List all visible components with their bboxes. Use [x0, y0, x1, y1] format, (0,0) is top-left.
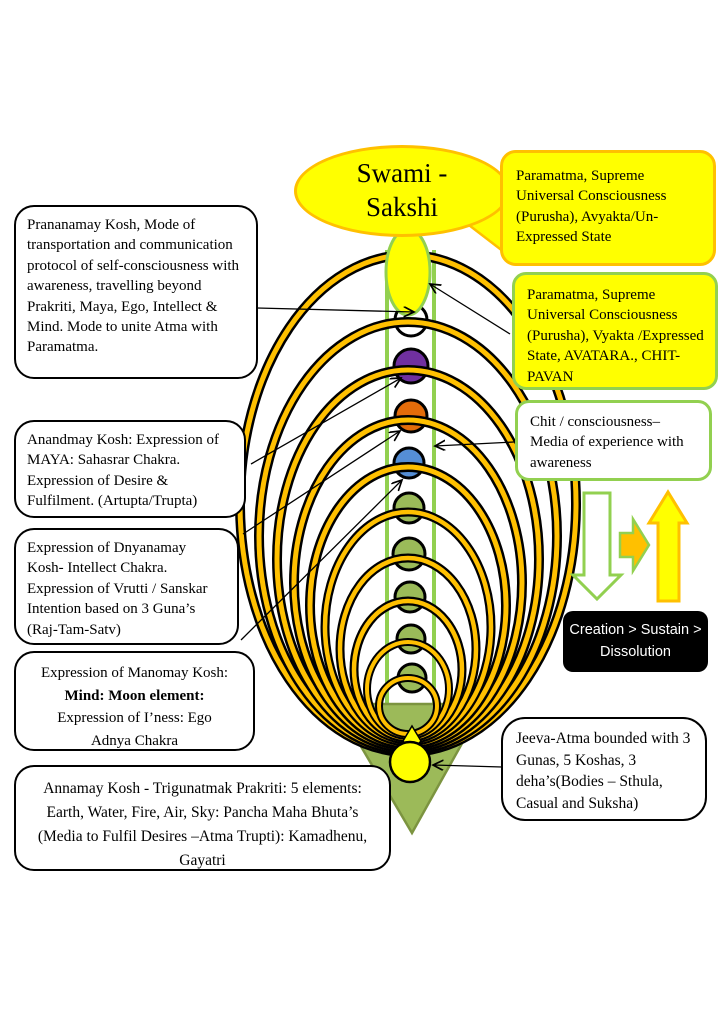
paramatma-avyakta-text: Paramatma, Supreme Universal Consciousness (Purusha), Avyakta/Un-Expressed State [516, 168, 667, 246]
expressed-state-ellipse [386, 229, 430, 315]
anandmay-kosh-text: Anandmay Kosh: Expression of MAYA: Sahasrar Chakra. Expression of Desire & Fulfilment. (Artupta/Trupta) [27, 432, 220, 510]
manomay-line1: Expression of Manomay Kosh: [40, 665, 229, 681]
paramatma-vyakta-box [512, 272, 718, 390]
annamay-kosh-text: Annamay Kosh - Trigunatmak Prakriti: 5 elements: Earth, Water, Fire, Air, Sky: Pancha Maha Bhuta’s (Media to Fulfil Desires –Atma Trupti): Kamadhenu, Gayatri [37, 780, 368, 870]
creation-line1: Creation > Sustain > [569, 621, 702, 638]
swami-sakshi-ellipse [294, 145, 510, 237]
chit-consciousness-text: Chit / consciousness– Media of experience with awareness [530, 414, 684, 471]
chit-consciousness-box [515, 400, 712, 481]
swami-title-line2: Sakshi [365, 192, 438, 222]
creation-up-arrow [649, 492, 687, 601]
anandmay-kosh-box [14, 420, 246, 518]
paramatma-avyakta-box [500, 150, 716, 266]
cycle-right-arrow [620, 519, 649, 571]
manomay-line4: Adnya Chakra [90, 732, 179, 749]
paramatma-vyakta-text: Paramatma, Supreme Universal Consciousness (Purusha), Vyakta /Expressed State, AVATARA., CHIT-PAVAN [527, 287, 704, 385]
jeeva-atma-circle [390, 742, 430, 782]
prananamay-kosh-text: Prananamay Kosh, Mode of transportation and communication protocol of self-consciousness with awareness, travelling beyond Prakriti, Maya, Ego, Intellect & Mind. Mode to unite Atma with Paramatma. [27, 217, 240, 356]
annamay-kosh-box [14, 765, 391, 871]
swami-title-line1: Swami - [356, 158, 448, 189]
dnyanamay-kosh-text: Expression of Dnyanamay Kosh- Intellect Chakra. Expression of Vrutti / Sanskar Intention based on 3 Guna’s (Raj-Tam-Satv) [27, 540, 208, 638]
creation-sustain-dissolution-box [563, 611, 708, 672]
manomay-kosh-box [14, 651, 255, 751]
manomay-line2: Mind: Moon element: [64, 687, 205, 704]
creation-line2: Dissolution [600, 643, 671, 660]
arrow-prananamay-to-white-circle [257, 308, 414, 312]
jeeva-atma-box [501, 717, 707, 821]
manomay-line3: Expression of I’ness: Ego [57, 710, 212, 726]
dnyanamay-kosh-box [14, 528, 239, 645]
prananamay-kosh-box [14, 205, 258, 379]
jeeva-atma-text: Jeeva-Atma bounded with 3 Gunas, 5 Koshas, 3 deha’s(Bodies – Sthula, Casual and Suksha) [516, 730, 691, 813]
